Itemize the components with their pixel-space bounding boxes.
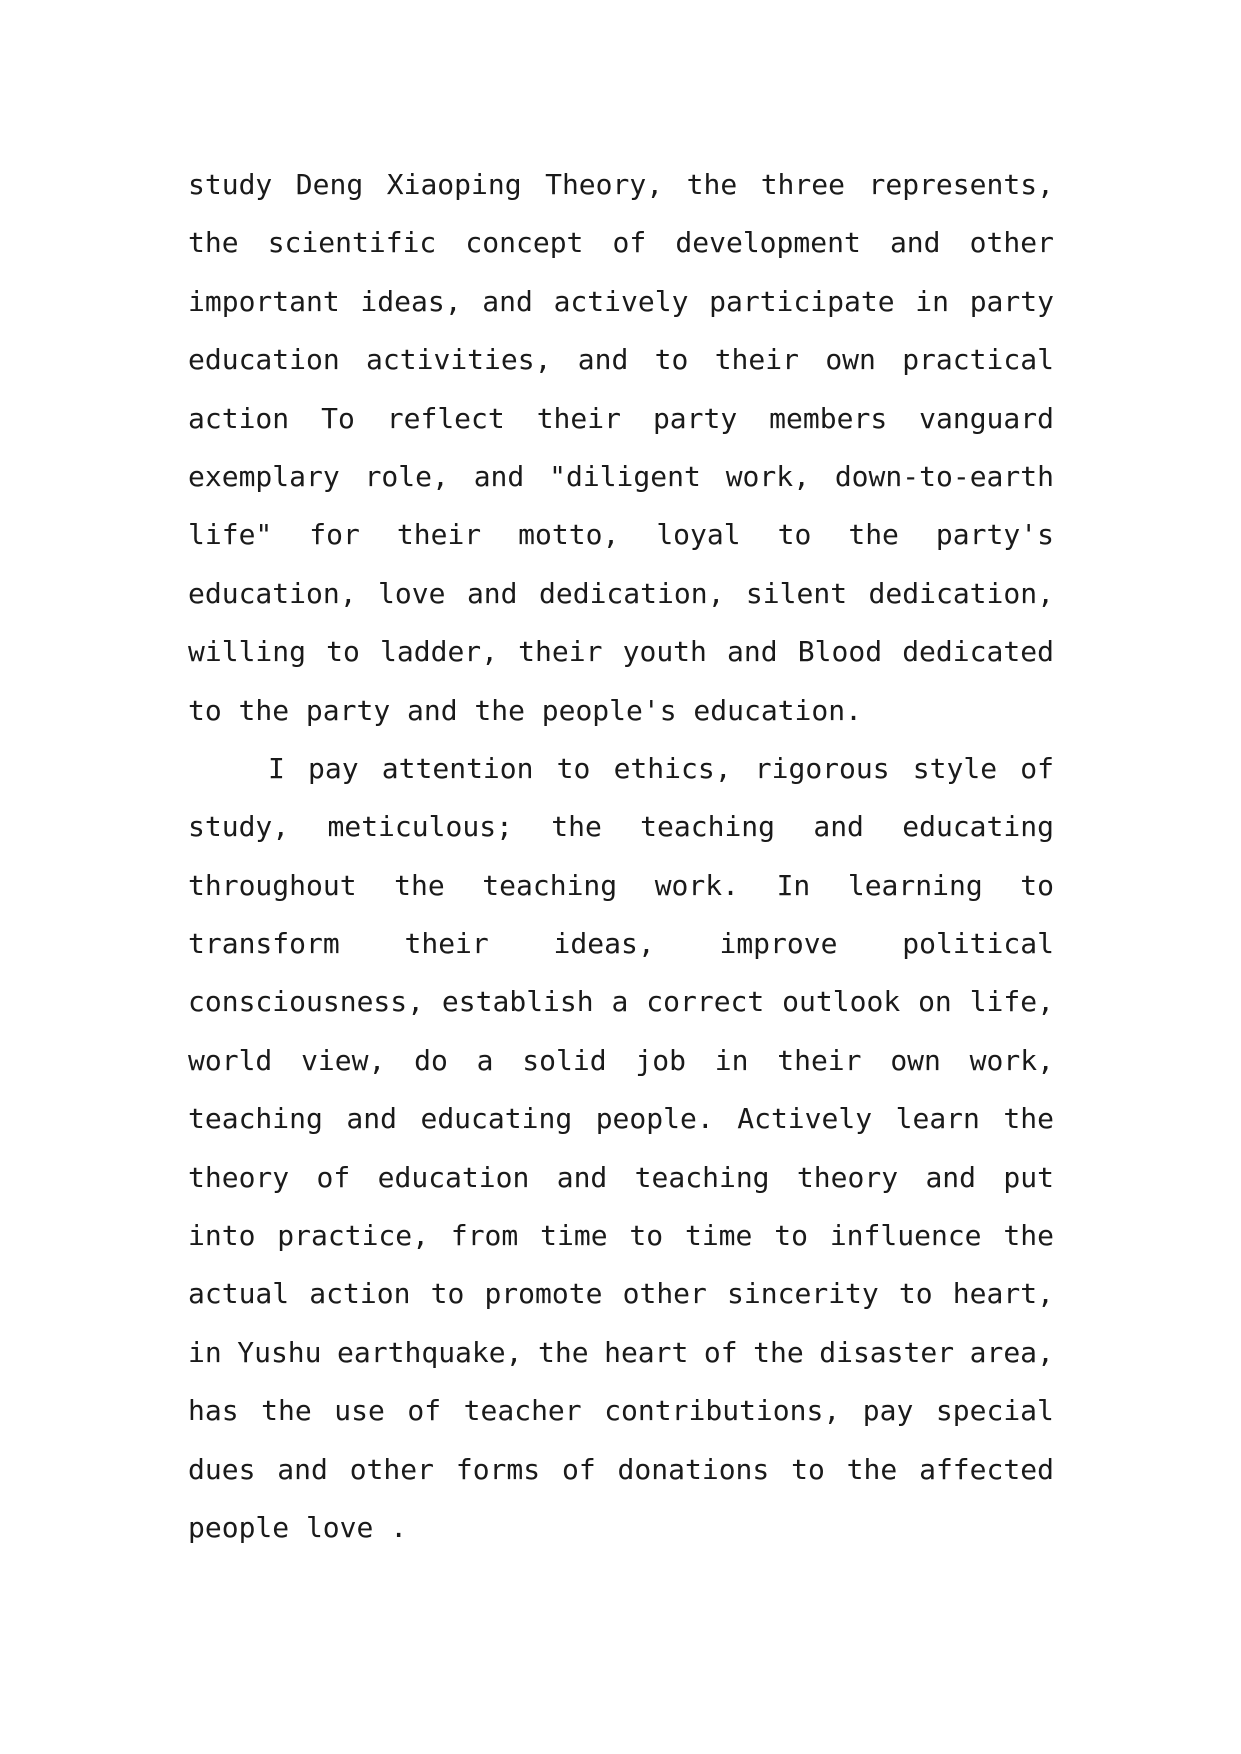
word: solid	[522, 1043, 607, 1077]
word: heart,	[952, 1277, 1054, 1311]
word: view,	[301, 1043, 386, 1077]
word: the	[753, 1335, 804, 1369]
word: to	[1020, 868, 1054, 902]
word: and	[727, 635, 778, 669]
word: forms	[455, 1452, 541, 1486]
word: use	[334, 1394, 385, 1428]
word: Actively	[737, 1102, 873, 1136]
word: education	[188, 343, 340, 377]
word: influence	[829, 1219, 982, 1253]
word: establish	[441, 985, 594, 1019]
word: own	[825, 343, 876, 377]
text-line	[188, 565, 1054, 623]
word: Blood	[797, 635, 883, 669]
word: to	[774, 1219, 808, 1253]
word: political	[902, 927, 1054, 961]
word: special	[935, 1394, 1054, 1428]
text-line	[188, 1265, 1054, 1323]
word: own	[890, 1043, 941, 1077]
word: teaching	[634, 1160, 770, 1194]
text-line	[188, 331, 1054, 389]
word: party	[305, 693, 391, 727]
word: for	[309, 518, 360, 552]
word: from	[450, 1219, 519, 1253]
word: to	[629, 1219, 664, 1253]
word: action	[188, 401, 290, 435]
word: Theory,	[545, 168, 664, 201]
word: rigorous	[754, 751, 890, 785]
word: the	[188, 226, 239, 260]
text-line	[188, 448, 1054, 506]
word: In	[776, 868, 811, 902]
word: affected	[919, 1452, 1054, 1486]
word: world	[188, 1043, 273, 1077]
word: donations	[617, 1452, 770, 1486]
word: their	[777, 1043, 862, 1077]
word: teaching	[482, 868, 618, 902]
word: represents,	[868, 168, 1054, 201]
word: Deng	[295, 168, 364, 201]
text-line	[188, 798, 1054, 856]
word: education.	[693, 693, 862, 727]
word: theory	[188, 1160, 290, 1194]
text-line	[188, 623, 1054, 681]
text-line	[188, 1090, 1054, 1148]
word: work.	[654, 868, 739, 902]
word: meticulous;	[327, 810, 513, 844]
word: pay	[308, 751, 359, 785]
word: education	[377, 1160, 530, 1194]
word: pay	[862, 1394, 914, 1428]
word: work,	[969, 1043, 1054, 1077]
text-line	[188, 390, 1054, 448]
word: other	[622, 1277, 707, 1311]
word: and	[556, 1160, 608, 1194]
word: loyal	[656, 518, 741, 552]
word: and	[346, 1102, 397, 1136]
word: job	[635, 1043, 686, 1077]
word: to	[777, 518, 812, 552]
word: vanguard	[919, 401, 1054, 435]
word: the	[394, 868, 445, 902]
word: members	[769, 401, 888, 435]
word: life,	[969, 985, 1054, 1019]
word: time	[684, 1219, 753, 1253]
word: the	[686, 168, 738, 201]
text-line	[188, 857, 1054, 915]
word: ethics,	[613, 751, 732, 785]
word: dues	[188, 1452, 256, 1486]
word: throughout	[188, 868, 357, 902]
word: I	[268, 751, 285, 785]
word: the	[538, 1335, 589, 1369]
word: and	[813, 810, 864, 844]
word: the	[238, 693, 290, 727]
word: Xiaoping	[386, 168, 522, 201]
word: theory	[796, 1160, 899, 1194]
word: earthquake,	[337, 1335, 523, 1369]
word: in	[915, 284, 949, 318]
word: action	[309, 1277, 411, 1311]
word: study,	[188, 810, 290, 844]
text-line	[188, 1149, 1054, 1207]
word: their	[396, 518, 482, 552]
text-line	[188, 273, 1054, 331]
word: do	[414, 1043, 448, 1077]
word: to	[188, 693, 222, 727]
word: educating	[420, 1102, 573, 1136]
word: ideas,	[360, 284, 462, 318]
word: teaching	[188, 1102, 323, 1136]
word: Yushu	[237, 1335, 322, 1369]
word: exemplary	[188, 459, 340, 493]
text-line	[188, 1499, 1054, 1557]
word: consciousness,	[188, 985, 425, 1019]
word: time	[540, 1219, 608, 1253]
word: activities,	[366, 343, 552, 377]
word: people's	[541, 693, 677, 727]
word: love	[305, 1510, 374, 1544]
word: actively	[553, 284, 689, 318]
word: teacher	[463, 1394, 582, 1428]
word: in	[188, 1335, 222, 1369]
word: promote	[484, 1277, 603, 1311]
word: ideas,	[553, 927, 655, 961]
word: the	[848, 518, 899, 552]
word: and	[277, 1452, 328, 1486]
word: love	[378, 576, 446, 610]
word: actual	[188, 1277, 290, 1311]
word: reflect	[386, 401, 505, 435]
word: the	[261, 1394, 312, 1428]
word: education,	[188, 576, 357, 610]
word: a	[611, 985, 629, 1019]
word: of	[703, 1335, 738, 1369]
word: to	[791, 1452, 825, 1486]
word: and	[466, 576, 518, 610]
word: learning	[847, 868, 983, 902]
word: and	[577, 343, 629, 377]
word: of	[316, 1160, 351, 1194]
word: party's	[935, 518, 1054, 552]
word: other	[969, 226, 1054, 260]
word: party	[652, 401, 738, 435]
word: party	[969, 284, 1054, 318]
word: area,	[969, 1335, 1054, 1369]
word: in	[714, 1043, 749, 1077]
word: improve	[719, 927, 838, 961]
word: youth	[622, 635, 707, 669]
word: transform	[188, 927, 340, 961]
text-line	[188, 682, 1054, 740]
word: to	[654, 343, 689, 377]
word: has	[188, 1394, 239, 1428]
word: To	[321, 401, 355, 435]
word: their	[714, 343, 799, 377]
word: heart	[604, 1335, 689, 1369]
word: people	[188, 1510, 290, 1544]
word: the	[551, 810, 602, 844]
word: the	[846, 1452, 898, 1486]
word: dedicated	[902, 635, 1054, 669]
word: of	[612, 226, 647, 260]
word: to	[898, 1277, 933, 1311]
word: important	[188, 284, 340, 318]
word: role,	[364, 459, 449, 493]
word: to	[430, 1277, 465, 1311]
word: of	[407, 1394, 442, 1428]
word: of	[561, 1452, 596, 1486]
word: outlook	[782, 985, 901, 1019]
word: their	[536, 401, 621, 435]
word: to	[556, 751, 591, 785]
word: the	[474, 693, 525, 727]
text-line	[188, 1382, 1054, 1440]
word: on	[918, 985, 952, 1019]
text-line	[188, 1207, 1054, 1265]
word: other	[349, 1452, 434, 1486]
text-line	[188, 1324, 1054, 1382]
word: to	[326, 635, 360, 669]
text-line	[188, 973, 1054, 1031]
text-line	[188, 1441, 1054, 1499]
word: scientific	[267, 226, 437, 260]
word: willing	[188, 635, 307, 669]
word: dedication,	[539, 576, 725, 610]
word: into	[188, 1219, 256, 1253]
word: .	[390, 1510, 408, 1544]
word: correct	[646, 985, 765, 1019]
text-line	[188, 156, 1054, 214]
word: the	[1003, 1219, 1054, 1253]
word: contributions,	[604, 1394, 841, 1428]
word: and	[482, 284, 533, 318]
word: ladder,	[380, 635, 499, 669]
word: educating	[902, 810, 1054, 844]
word: life"	[188, 518, 273, 552]
word: development	[675, 226, 861, 260]
word: three	[760, 168, 845, 201]
word: disaster	[819, 1335, 955, 1369]
word: people.	[595, 1102, 714, 1136]
word: and	[406, 693, 458, 727]
word: teaching	[640, 810, 776, 844]
text-line	[188, 1032, 1054, 1090]
word: practice,	[277, 1219, 429, 1253]
word: a	[476, 1043, 494, 1077]
word: "diligent	[549, 459, 701, 493]
word: and	[473, 459, 525, 493]
word: and	[925, 1160, 977, 1194]
word: participate	[709, 284, 895, 318]
word: work,	[725, 459, 810, 493]
word: down-to-earth	[834, 459, 1054, 493]
word: their	[518, 635, 603, 669]
word: of	[1020, 751, 1054, 785]
word: and	[889, 226, 941, 260]
word: put	[1003, 1160, 1054, 1194]
word: silent	[745, 576, 848, 610]
word: dedication,	[868, 576, 1054, 610]
text-line	[188, 506, 1054, 564]
body-text	[188, 156, 1054, 1557]
word: their	[404, 927, 489, 961]
word: concept	[465, 226, 584, 260]
text-line	[188, 915, 1054, 973]
word: style	[912, 751, 998, 785]
word: study	[188, 168, 273, 201]
word: motto,	[518, 518, 620, 552]
word: practical	[902, 343, 1054, 377]
word: the	[1003, 1102, 1054, 1136]
word: attention	[381, 751, 534, 785]
word: sincerity	[727, 1277, 879, 1311]
text-line	[188, 740, 1054, 798]
text-line	[188, 214, 1054, 272]
word: learn	[895, 1102, 980, 1136]
